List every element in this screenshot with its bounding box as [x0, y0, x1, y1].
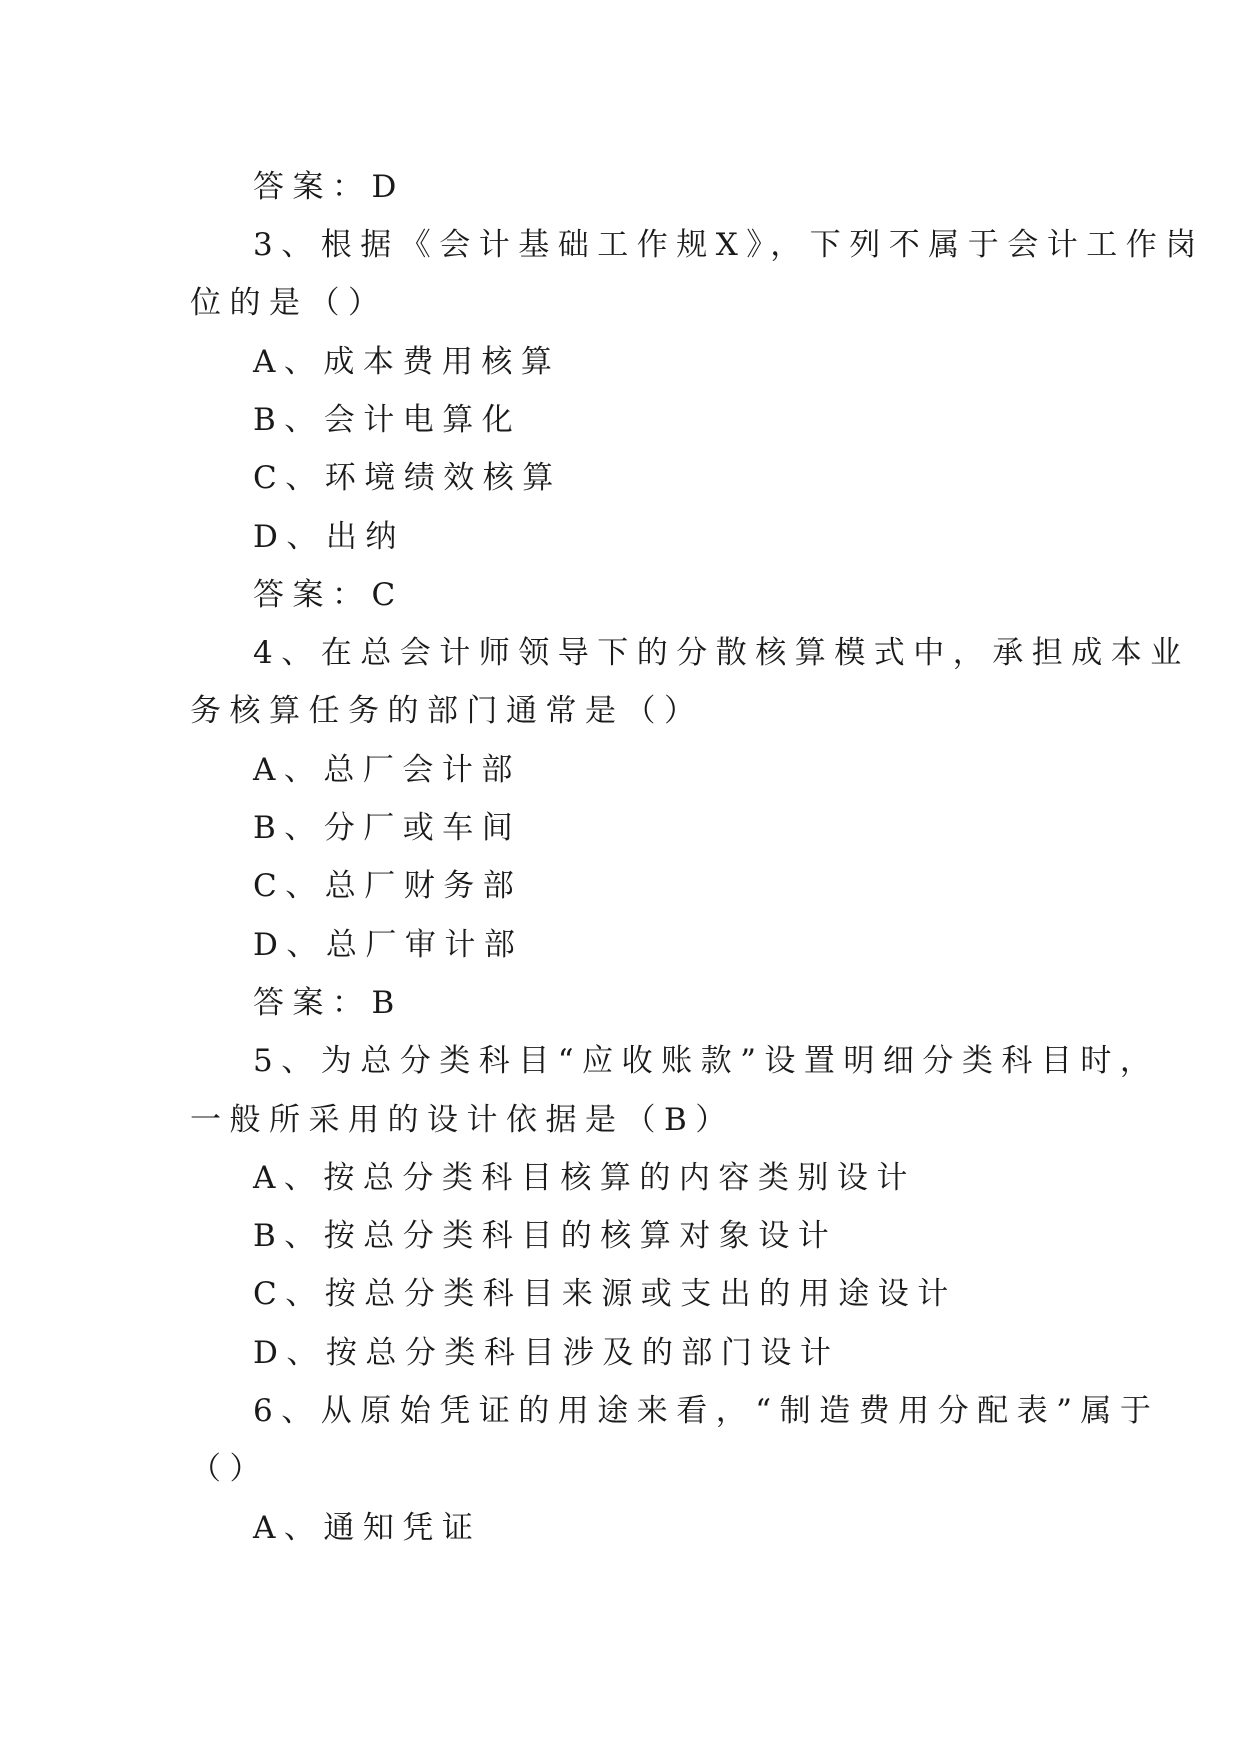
- question-6-text-cont: （）: [190, 1451, 269, 1487]
- question-3-text: 3、根据《会计基础工作规X》，下列不属于会计工作岗: [253, 227, 1205, 263]
- q4-option-c: C、总厂财务部: [253, 868, 523, 904]
- q4-option-b: B、分厂或车间: [253, 810, 522, 846]
- question-5-text: 5、为总分类科目“应收账款”设置明细分类科目时，: [253, 1043, 1160, 1079]
- question-4-text: 4、在总会计师领导下的分散核算模式中，承担成本业: [253, 635, 1190, 671]
- q3-option-b: B、会计电算化: [253, 402, 522, 438]
- q5-option-b: B、按总分类科目的核算对象设计: [253, 1218, 838, 1254]
- question-4-text-cont: 务核算任务的部门通常是（）: [190, 693, 704, 729]
- q4-option-d: D、总厂审计部: [253, 927, 524, 963]
- question-3-text-cont: 位的是（）: [190, 285, 388, 321]
- answer-q3: 答案：C: [253, 577, 404, 613]
- q3-option-a: A、成本费用核算: [253, 344, 561, 380]
- question-5-text-cont: 一般所采用的设计依据是（B）: [190, 1102, 735, 1138]
- answer-q2: 答案：D: [253, 169, 405, 205]
- q6-option-a: A、通知凭证: [253, 1510, 482, 1546]
- q5-option-c: C、按总分类科目来源或支出的用途设计: [253, 1276, 957, 1312]
- q3-option-d: D、出纳: [253, 519, 405, 555]
- question-6-text: 6、从原始凭证的用途来看，“制造费用分配表”属于: [253, 1393, 1160, 1429]
- q3-option-c: C、环境绩效核算: [253, 460, 562, 496]
- q5-option-d: D、按总分类科目涉及的部门设计: [253, 1335, 840, 1371]
- answer-q4: 答案：B: [253, 985, 403, 1021]
- q4-option-a: A、总厂会计部: [253, 752, 521, 788]
- q5-option-a: A、按总分类科目核算的内容类别设计: [253, 1160, 916, 1196]
